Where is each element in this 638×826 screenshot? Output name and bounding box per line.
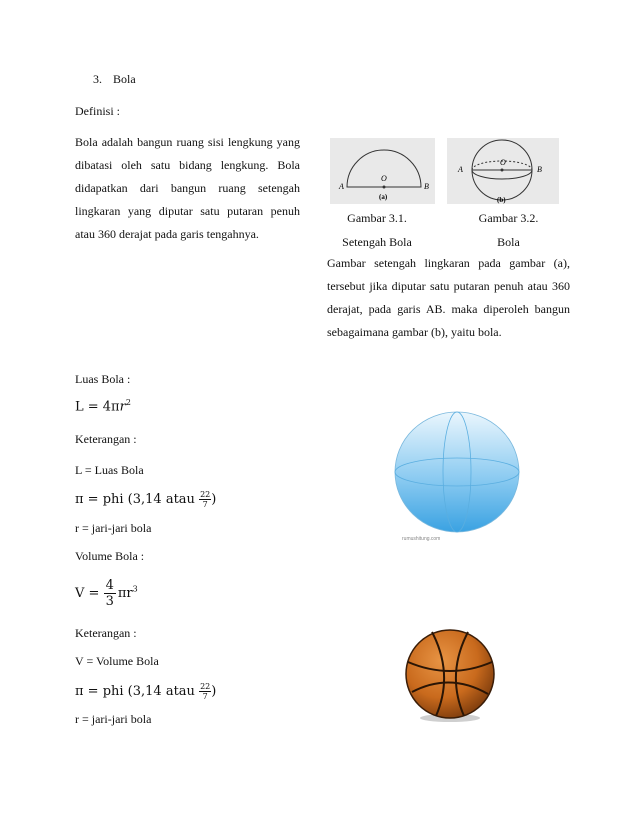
figure-sphere-drawing xyxy=(447,138,559,204)
fig-a-tag: (a) xyxy=(379,193,388,201)
fig-b-label-b: B xyxy=(537,165,542,174)
area-note-r: r = jari-jari bola xyxy=(75,521,152,535)
figure-explanation: Gambar setengah lingkaran pada gambar (a), tersebut jika diputar satu putaran penuh atau 360 derajat, pada garis AB. maka diperoleh bangun sebagaimana gambar (b), yaitu bola. xyxy=(327,256,570,339)
volume-notes-label: Keterangan : xyxy=(75,626,137,640)
section-heading xyxy=(93,72,136,87)
definition-label: Definisi : xyxy=(75,104,120,118)
figure-b-caption-2: Bola xyxy=(497,235,520,249)
figure-half-circle xyxy=(330,138,435,204)
area-notes-label: Keterangan : xyxy=(75,432,137,446)
volume-fraction: $\frac{4}{3}$ xyxy=(105,578,114,609)
figure-b-caption xyxy=(456,206,561,254)
volume-note-r: r = jari-jari bola xyxy=(75,712,152,726)
blue-sphere-image xyxy=(390,408,524,548)
figure-a-caption xyxy=(322,206,432,254)
definition-text: Bola adalah bangun ruang sisi lengkung yang dibatasi oleh satu bidang lengkung. Bola didapatkan dari bangun ruang setengah lingkaran yang diputar satu putaran penuh atau 360 derajat pada garis tengahnya. xyxy=(75,135,300,241)
volume-note-pi: π = phi (3,14 atau $\frac{22}{7}$ ) xyxy=(75,682,217,701)
heading-title: Bola xyxy=(113,72,136,86)
figure-b-caption-1: Gambar 3.2. xyxy=(478,211,539,225)
heading-number: 3. xyxy=(93,72,102,86)
area-note-l: L = Luas Bola xyxy=(75,463,144,477)
area-note-pi: π = phi (3,14 atau $\frac{22}{7}$ ) xyxy=(75,490,217,509)
figure-a-caption-1: Gambar 3.1. xyxy=(347,211,407,225)
area-label: Luas Bola : xyxy=(75,372,131,386)
volume-formula: V = $\frac{4}{3}$ $\pi r^3$ xyxy=(75,578,138,609)
volume-label: Volume Bola : xyxy=(75,549,145,563)
figure-a-caption-2: Setengah Bola xyxy=(342,235,412,249)
volume-pi-fraction: $\frac{22}{7}$ xyxy=(200,682,211,701)
basketball-image xyxy=(402,628,498,724)
sphere-image-credit: rumushitung.com xyxy=(402,536,441,542)
area-pi-fraction: $\frac{22}{7}$ xyxy=(200,490,211,509)
fig-a-label-o: O xyxy=(381,174,387,183)
fig-b-label-o: O xyxy=(500,158,506,167)
area-formula: $L = 4\pi r^2$ xyxy=(75,398,131,415)
volume-note-v: V = Volume Bola xyxy=(75,654,159,668)
fig-a-label-b: B xyxy=(424,182,429,191)
fig-b-label-a: A xyxy=(458,165,463,174)
fig-b-tag: (b) xyxy=(497,196,506,204)
fig-a-label-a: A xyxy=(339,182,344,191)
